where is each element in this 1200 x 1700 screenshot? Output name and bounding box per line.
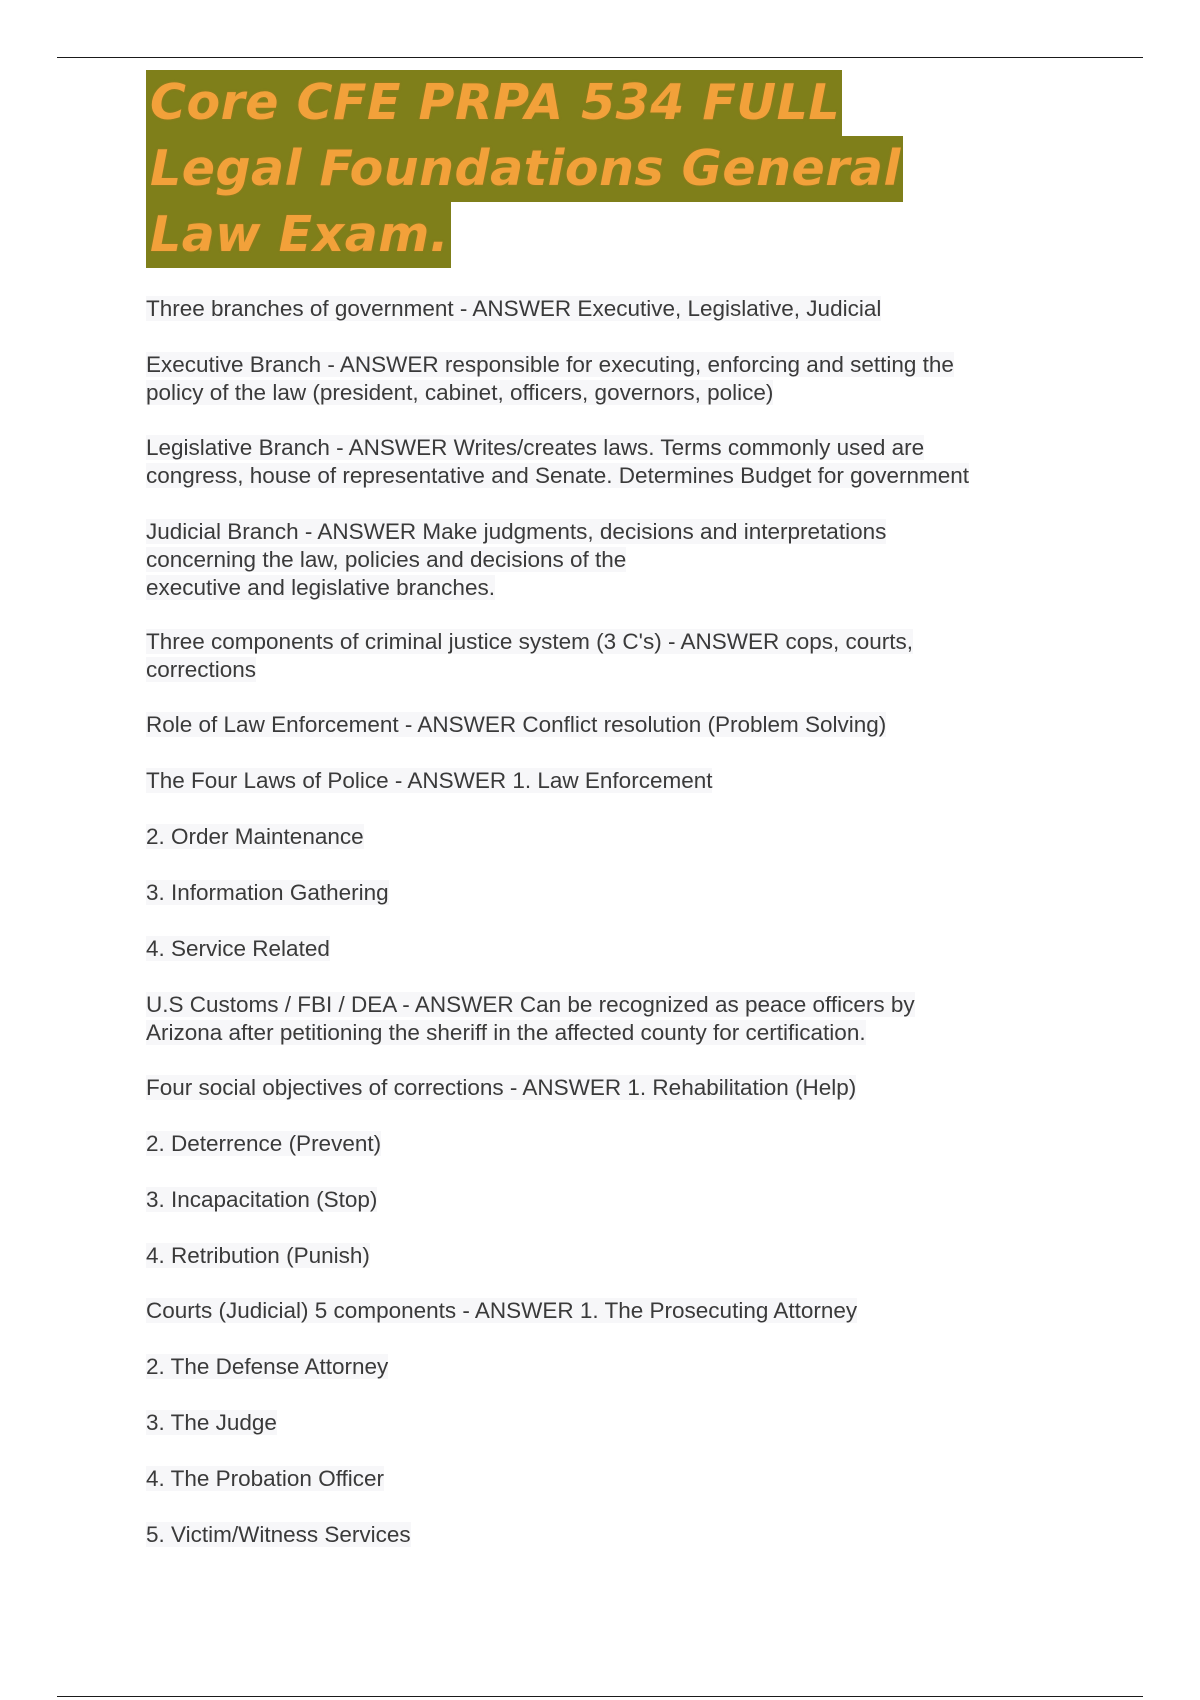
- list-item: 2. Order Maintenance: [146, 824, 364, 849]
- list-item: 4. Service Related: [146, 936, 330, 961]
- title-line-1: Core CFE PRPA 534 FULL: [146, 70, 966, 136]
- entry-courts-components: Courts (Judicial) 5 components - ANSWER 1. The Prosecuting Attorney: [146, 1298, 858, 1323]
- list-item: 3. Incapacitation (Stop): [146, 1187, 378, 1212]
- entry-four-laws-police: The Four Laws of Police - ANSWER 1. Law Enforcement: [146, 768, 713, 793]
- entry-us-customs-fbi-dea: U.S Customs / FBI / DEA - ANSWER Can be recognized as peace officers by Arizona after petitioning the sheriff in the affected county for certification.: [146, 992, 915, 1045]
- document-title: [146, 70, 966, 268]
- list-item: 4. Retribution (Punish): [146, 1243, 370, 1268]
- list-item: 3. Information Gathering: [146, 880, 389, 905]
- list-item: 3. The Judge: [146, 1410, 277, 1435]
- list-item: 5. Victim/Witness Services: [146, 1522, 411, 1547]
- entry-judicial-branch: Judicial Branch - ANSWER Make judgments, decisions and interpretations concerning the law, policies and decisions of the executive and legislative branches.: [146, 519, 887, 600]
- list-item: 2. Deterrence (Prevent): [146, 1131, 382, 1156]
- top-rule: [57, 57, 1143, 58]
- entry-role-law-enforcement: Role of Law Enforcement - ANSWER Conflict resolution (Problem Solving): [146, 712, 887, 737]
- entry-four-social-objectives: Four social objectives of corrections - ANSWER 1. Rehabilitation (Help): [146, 1075, 857, 1100]
- entry-legislative-branch: Legislative Branch - ANSWER Writes/creates laws. Terms commonly used are congress, house of representative and Senate. Determines Budget for government: [146, 435, 969, 488]
- title-line-3: Law Exam.: [146, 202, 966, 268]
- title-line-2: Legal Foundations General: [146, 136, 966, 202]
- entry-three-branches: Three branches of government - ANSWER Executive, Legislative, Judicial: [146, 296, 882, 321]
- list-item: 2. The Defense Attorney: [146, 1354, 389, 1379]
- bottom-rule: [57, 1696, 1143, 1697]
- entry-executive-branch: Executive Branch - ANSWER responsible for executing, enforcing and setting the policy of the law (president, cabinet, officers, governors, police): [146, 352, 954, 405]
- entry-three-components: Three components of criminal justice system (3 C's) - ANSWER cops, courts, corrections: [146, 629, 914, 682]
- list-item: 4. The Probation Officer: [146, 1466, 385, 1491]
